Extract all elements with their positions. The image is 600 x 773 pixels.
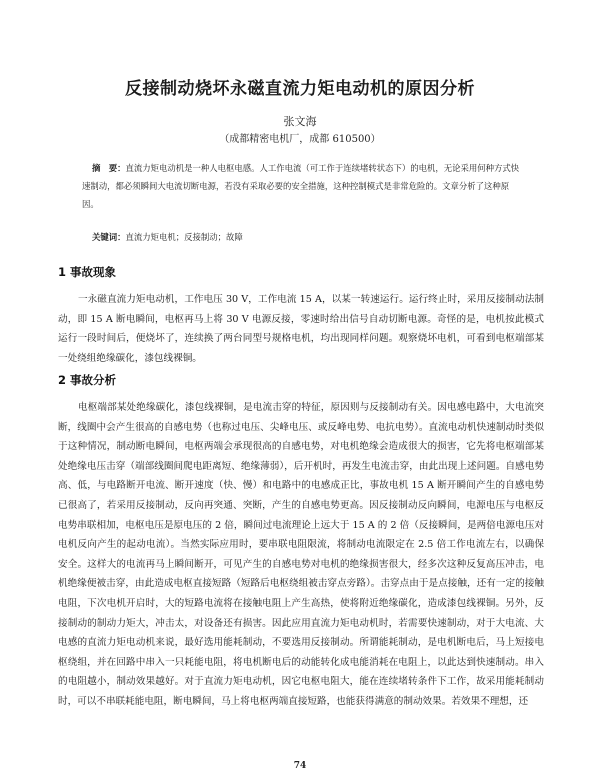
paper-title: 反接制动烧坏永磁直流力矩电动机的原因分析: [125, 79, 475, 99]
author-name: 张文海: [283, 115, 317, 128]
section-body-analysis: 电枢端部某处绝缘碳化，漆包线裸铜，是电流击穿的特征，原因则与反接制动有关。因电感电路中，大电流突断，线圈中会产生很高的自感电势（也称过电压、尖峰电压、或反峰电势、电抗电势）。直流电动机快速制动时类似于这种情况，制动断电瞬间，电枢两端会承现很高的自感电势，对电机绝缘会造成很大的损害，它先将电枢端部某处绝缘电压击穿（端部线圈间爬电距离短、绝缘薄弱），后开机时，再发生电流击穿，由此出现上述问题。自感电势高、低，与电路断开电流、断开速度（快、慢）和电路中的电感成正比，事故电机 15 A 断开瞬间产生的自感电势已很高了，若采用反接制动，反向再突通、突断，产生的自感电势更高。因反接制动反向瞬间，电源电压与电枢反电势串联相加，电枢电压是原电压的 2 倍，瞬间过电流理论上远大于 15 A 的 2 倍（反接瞬间，是两倍电源电压对电机反向产生的起动电流）。当然实际应用时，要串联电阻限流，将制动电流限定在 2.5 倍工作电流左右，以确保安全。这样大的电流再马上瞬间断开，可见产生的自感电势对电机的绝缘损害很大，经多次这种反复高压冲击，电机绝缘便被击穿，由此造成电枢直接短路（短路后电枢绕组被击穿点旁路）。击穿点由于是点接触，还有一定的接触电阻，下次电机开启时，大的短路电流将在接触电阻上产生高热，使将附近绝缘碳化，造成漆包线裸铜。另外，反接制动的制动力矩大，冲击太，对设备还有损害。因此应用直流力矩电动机时，若需要快速制动，对于大电流、大电感的直流力矩电动机来说，最好选用能耗制动，不要选用反接制动。所谓能耗制动，是电机断电后，马上短接电枢绕组，并在回路中串入一只耗能电阻，将电机断电后的动能转化成电能消耗在电阻上，以此达到快速制动。串入的电阻越小，制动效果越好。对于直流力矩电动机，因它电枢电阻大，能在连续堵转条件下工作，故采用能耗制动时，可以不串联耗能电阻，断电瞬间，马上将电枢两端直接短路，也能获得满意的制动效果。若效果不理想，还: [58, 402, 544, 707]
section-heading-analysis: 2 事故分析: [58, 373, 117, 387]
keywords-label: 关键词：: [92, 232, 126, 242]
author-affiliation: （成都精密电机厂，成都 610500）: [219, 134, 381, 145]
abstract: [82, 159, 522, 213]
abstract-text: 直流力矩电动机是一种人电枢电感。人工作电流（可工作于连续堵转状态下）的电机，无论采用何种方式快速制动，都必须瞬间大电流切断电源，若没有采取必要的安全措施，这种控制模式是非常危险的。文章分析了这种原因。: [82, 163, 520, 209]
keywords: [92, 230, 522, 244]
keywords-text: 直流力矩电机；反接制动；故障: [125, 232, 243, 242]
section-body-accident: 一永磁直流力矩电动机，工作电压 30 V，工作电流 15 A，以某一转速运行。运行终止时，采用反接制动法制动，即 15 A 断电瞬间，电枢再马上将 30 V 电源反接，零速时给出信号自动切断电源。奇怪的是，电机按此模式运行一段时间后，便烧坏了，连续换了两台同型号规格电机，均出现同样问题。观察烧坏电机，可看到电枢端部某一处绕组绝缘碳化，漆包线裸铜。: [58, 294, 544, 364]
abstract-label: 摘 要：: [92, 163, 126, 173]
section-heading-accident: 1 事故现象: [58, 265, 117, 279]
page-number: 74: [293, 761, 307, 771]
